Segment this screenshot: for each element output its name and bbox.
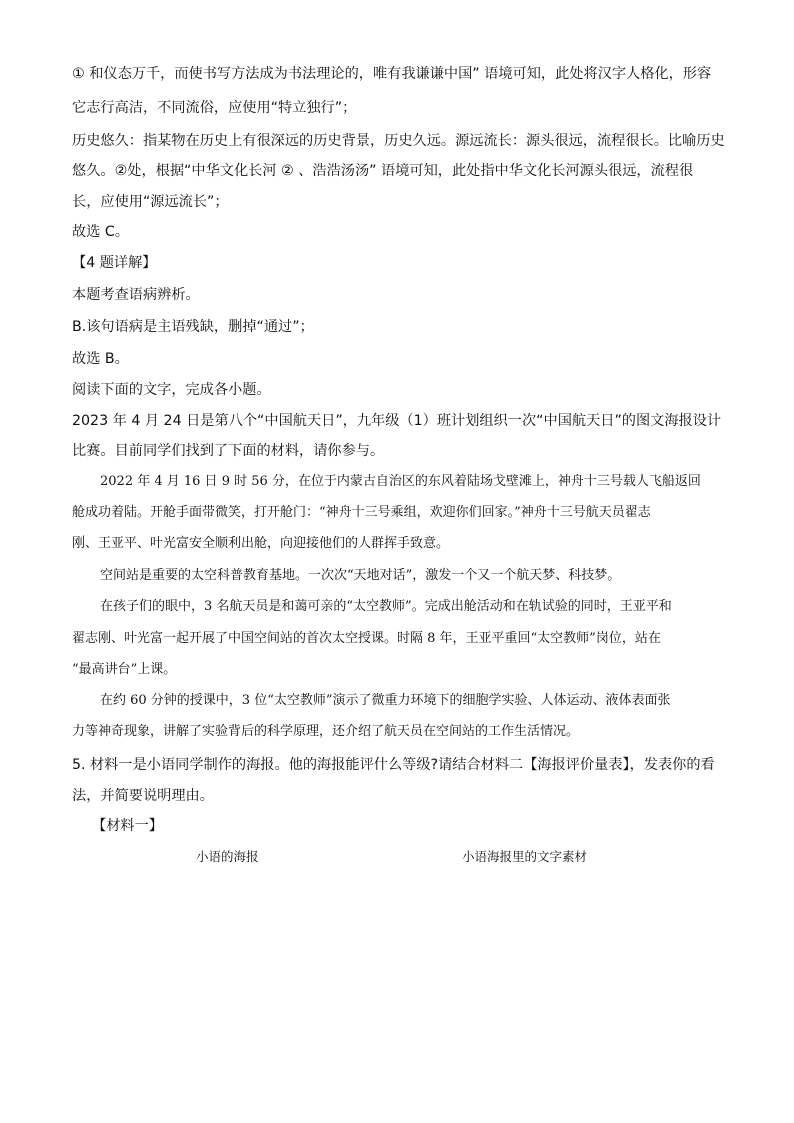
question-line: 5. 材料一是小语同学制作的海报。他的海报能评什么等级?请结合材料二【海报评价量表】，发表你的看 — [72, 757, 715, 773]
material-line: 刚、王亚平、叶光富安全顺利出舱，向迎接他们的人群挥手致意。 — [72, 536, 450, 551]
poster-text-caption: 小语海报里的文字素材 — [462, 849, 588, 864]
material-line: 在约 60 分钟的授课中，3 位“太空教师”演示了微重力环境下的细胞学实验、人体运动、液体表面张 — [100, 693, 671, 708]
material-line: “最高讲台”上课。 — [72, 662, 177, 677]
material-line: 翟志刚、叶光富一起开展了中国空间站的首次太空授课。时隔 8 年，王亚平重回“太空教师”岗位，站在 — [72, 631, 661, 646]
intro-line: 比赛。目前同学们找到了下面的材料，请你参与。 — [72, 443, 385, 459]
analysis-line: 故选 B。 — [72, 351, 129, 367]
instruction-line: 阅读下面的文字，完成各小题。 — [72, 382, 271, 398]
analysis-line: 历史悠久：指某物在历史上有很深远的历史背景，历史久远。源远流长：源头很远，流程很长。比喻历史 — [72, 133, 725, 149]
analysis-line: 它志行高洁，不同流俗，应使用“特立独行”； — [72, 100, 357, 116]
material-line: 空间站是重要的太空科普教育基地。一次次“天地对话”，激发一个又一个航天梦、科技梦。 — [100, 568, 621, 583]
analysis-line: 悠久。②处，根据“中华文化长河 ② 、浩浩汤汤” 语境可知，此处指中华文化长河源头很远，流程很 — [72, 163, 694, 179]
analysis-line: 本题考查语病辨析。 — [72, 287, 200, 303]
material-section-label: 【材料一】 — [92, 818, 163, 834]
material-line: 力等神奇现象，讲解了实验背后的科学原理，还介绍了航天员在空间站的工作生活情况。 — [72, 724, 580, 739]
analysis-line: 故选 C。 — [72, 224, 129, 240]
material-line: 在孩子们的眼中，3 名航天员是和蔼可亲的“太空教师”。完成出舱活动和在轨试验的同时，王亚平和 — [100, 599, 672, 614]
analysis-line: ① 和仪态万千，而使书写方法成为书法理论的，唯有我谦谦中国” 语境可知，此处将汉字人格化，形容 — [72, 66, 712, 82]
material-line: 2022 年 4 月 16 日 9 时 56 分，在位于内蒙古自治区的东风着陆场戈壁滩上，神舟十三号载人飞船返回 — [100, 474, 701, 489]
analysis-line: 长，应使用“源远流长”； — [72, 194, 229, 210]
analysis-line: B.该句语病是主语残缺，删掉“通过”； — [72, 319, 314, 335]
material-line: 舱成功着陆。开舱手面带微笑，打开舱门：“神舟十三号乘组，欢迎你们回家。”神舟十三号航天员翟志 — [72, 505, 651, 520]
section-heading: 【4 题详解】 — [72, 255, 157, 271]
question-line: 法，并简要说明理由。 — [72, 788, 214, 804]
intro-line: 2023 年 4 月 24 日是第八个“中国航天日”，九年级（1）班计划组织一次“中国航天日”的图文海报设计 — [72, 413, 722, 429]
poster-caption: 小语的海报 — [196, 849, 259, 864]
